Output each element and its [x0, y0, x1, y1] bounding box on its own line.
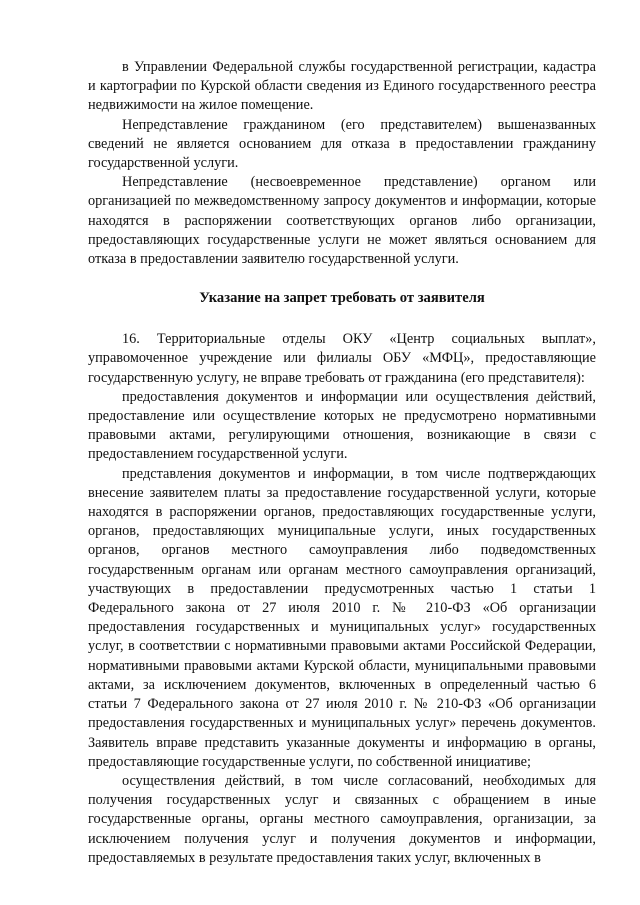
paragraph-documents-info: представления документов и информации, в том числе подтверждающих внесение заявителем платы за предоставление государственной услуги, которые находятся в распоряжении органов, предоставляющих государственные услуги, органов, предоставляющих муниципальные услуги, иных государственных органов, органов местного самоуправления либо подведомственных государственным органам или органам местного самоуправления организаций, участвующих в предоставлении предусмотренных частью 1 статьи 1 Федерального закона от 27 июля 2010 г. № 210-ФЗ «Об организации предоставления государственных и муниципальных услуг» государственных услуг, в соответствии с нормативными правовыми актами Российской Федерации, нормативными правовыми актами Курской области, муниципальными правовыми актами, за исключением документов, включенных в определенный частью 6 статьи 7 Федерального закона от 27 июля 2010 г. № 210-ФЗ «Об организации предоставления государственных и муниципальных услуг» перечень документов. Заявитель вправе представить указанные документы и информацию в органы, предоставляющие государственные услуги, по собственной инициативе; [88, 465, 596, 770]
paragraph-nonsubmission-citizen: Непредставление гражданином (его представителем) вышеназванных сведений не является основанием для отказа в предоставлении гражданину государственной услуги. [88, 116, 596, 172]
paragraph-documents-actions: предоставления документов и информации или осуществления действий, предоставление или осуществление которых не предусмотрено нормативными правовыми актами, регулирующими отношения, возникающие в связи с предоставлением государственной услуги. [88, 388, 596, 463]
section-heading: Указание на запрет требовать от заявителя [199, 290, 485, 307]
paragraph-item-16: 16. Территориальные отделы ОКУ «Центр социальных выплат», управомоченное учреждение или филиалы ОБУ «МФЦ», предоставляющие государственную услугу, не вправе требовать от гражданина (его представителя): [88, 331, 596, 386]
paragraph-nonsubmission-agency: Непредставление (несвоевременное представление) органом или организацией по межведомственному запросу документов и информации, которые находятся в распоряжении соответствующих органов либо организации, предоставляющих государственные услуги не может являться основанием для отказа в предоставлении заявителю государственной услуги. [88, 174, 596, 268]
paragraph-actions-approvals: осуществления действий, в том числе согласований, необходимых для получения государственных услуг и связанных с обращением в иные государственные органы, органы местного самоуправления, организации, за исключением получения услуг и получения документов и информации, предоставляемых в результате предоставления таких услуг, включенных в [88, 772, 596, 866]
paragraph-continuation: в Управлении Федеральной службы государственной регистрации, кадастра и картографии по Курской области сведения из Единого государственного реестра недвижимости на жилое помещение. [88, 59, 596, 114]
